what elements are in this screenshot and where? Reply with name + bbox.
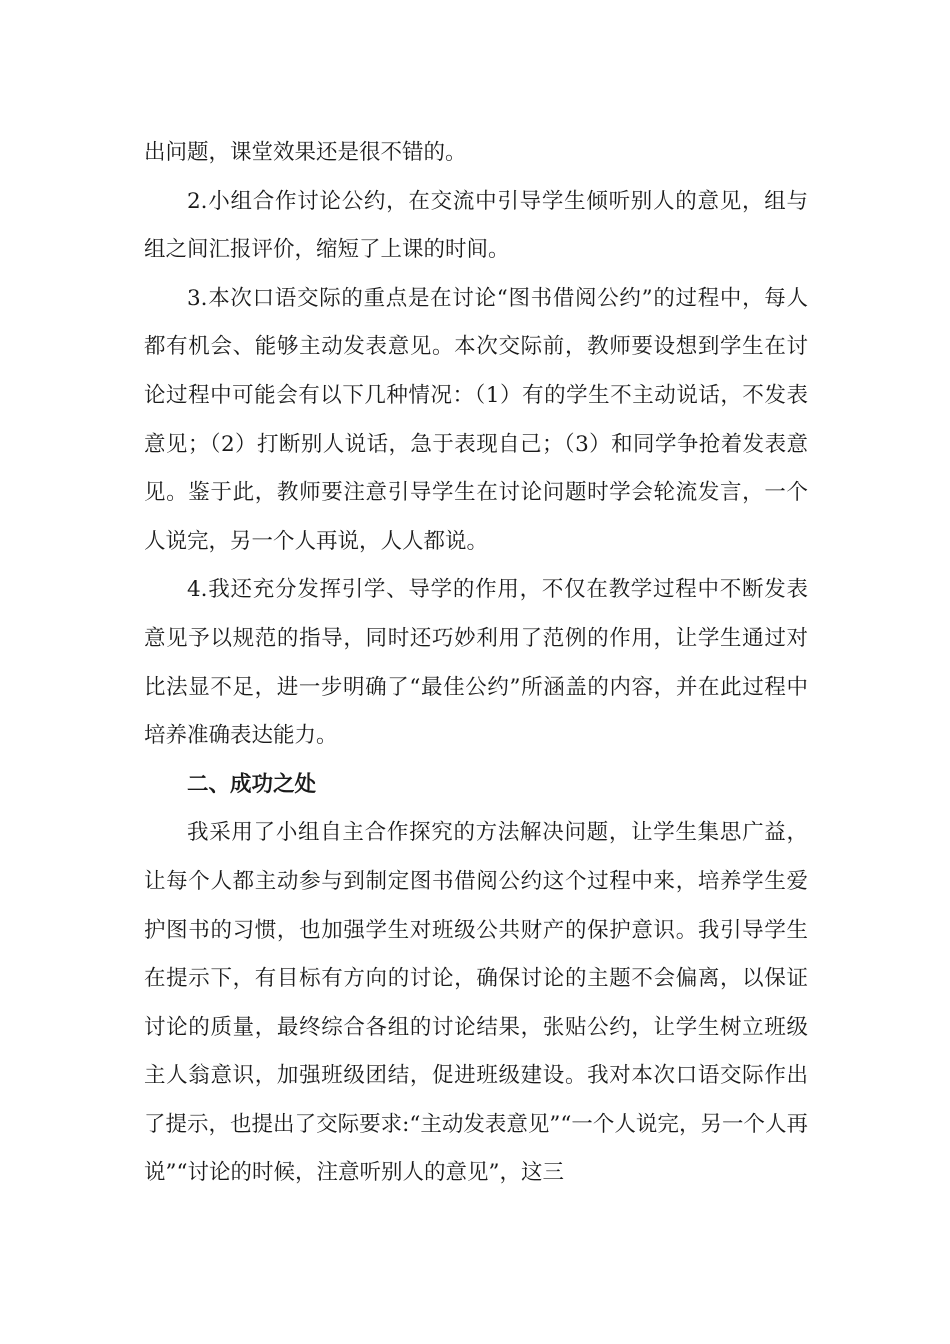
paragraph-point-2: 2.小组合作讨论公约，在交流中引导学生倾听别人的意见，组与组之间汇报评价，缩短了上课的时间。 (144, 188, 808, 263)
section-heading-success: 二、成功之处 (187, 771, 317, 797)
paragraph-continuation: 出问题，课堂效果还是很不错的。 (144, 140, 467, 165)
paragraph-success-body: 我采用了小组自主合作探究的方法解决问题，让学生集思广益，让每个人都主动参与到制定图书借阅公约这个过程中来，培养学生爱护图书的习惯，也加强学生对班级公共财产的保护意识。我引导学生在提示下，有目标有方向的讨论，确保讨论的主题不会偏离，以保证讨论的质量，最终综合各组的讨论结果，张贴公约，让学生树立班级主人翁意识，加强班级团结，促进班级建设。我对本次口语交际作出了提示，也提出了交际要求:“主动发表意见”“一个人说完，另一个人再说”“讨论的时候，注意听别人的意见”，这三 (144, 820, 808, 1186)
document-body (144, 129, 808, 1198)
paragraph-point-3: 3.本次口语交际的重点是在讨论“图书借阅公约”的过程中，每人都有机会、能够主动发表意见。本次交际前，教师要设想到学生在讨论过程中可能会有以下几种情况：（1）有的学生不主动说话，不发表意见；（2）打断别人说话，急于表现自己；（3）和同学争抢着发表意见。鉴于此，教师要注意引导学生在讨论问题时学会轮流发言，一个人说完，另一个人再说，人人都说。 (144, 285, 808, 554)
paragraph-point-4: 4.我还充分发挥引学、导学的作用，不仅在教学过程中不断发表意见予以规范的指导，同时还巧妙利用了范例的作用，让学生通过对比法显不足，进一步明确了“最佳公约”所涵盖的内容，并在此过程中培养准确表达能力。 (144, 577, 808, 749)
